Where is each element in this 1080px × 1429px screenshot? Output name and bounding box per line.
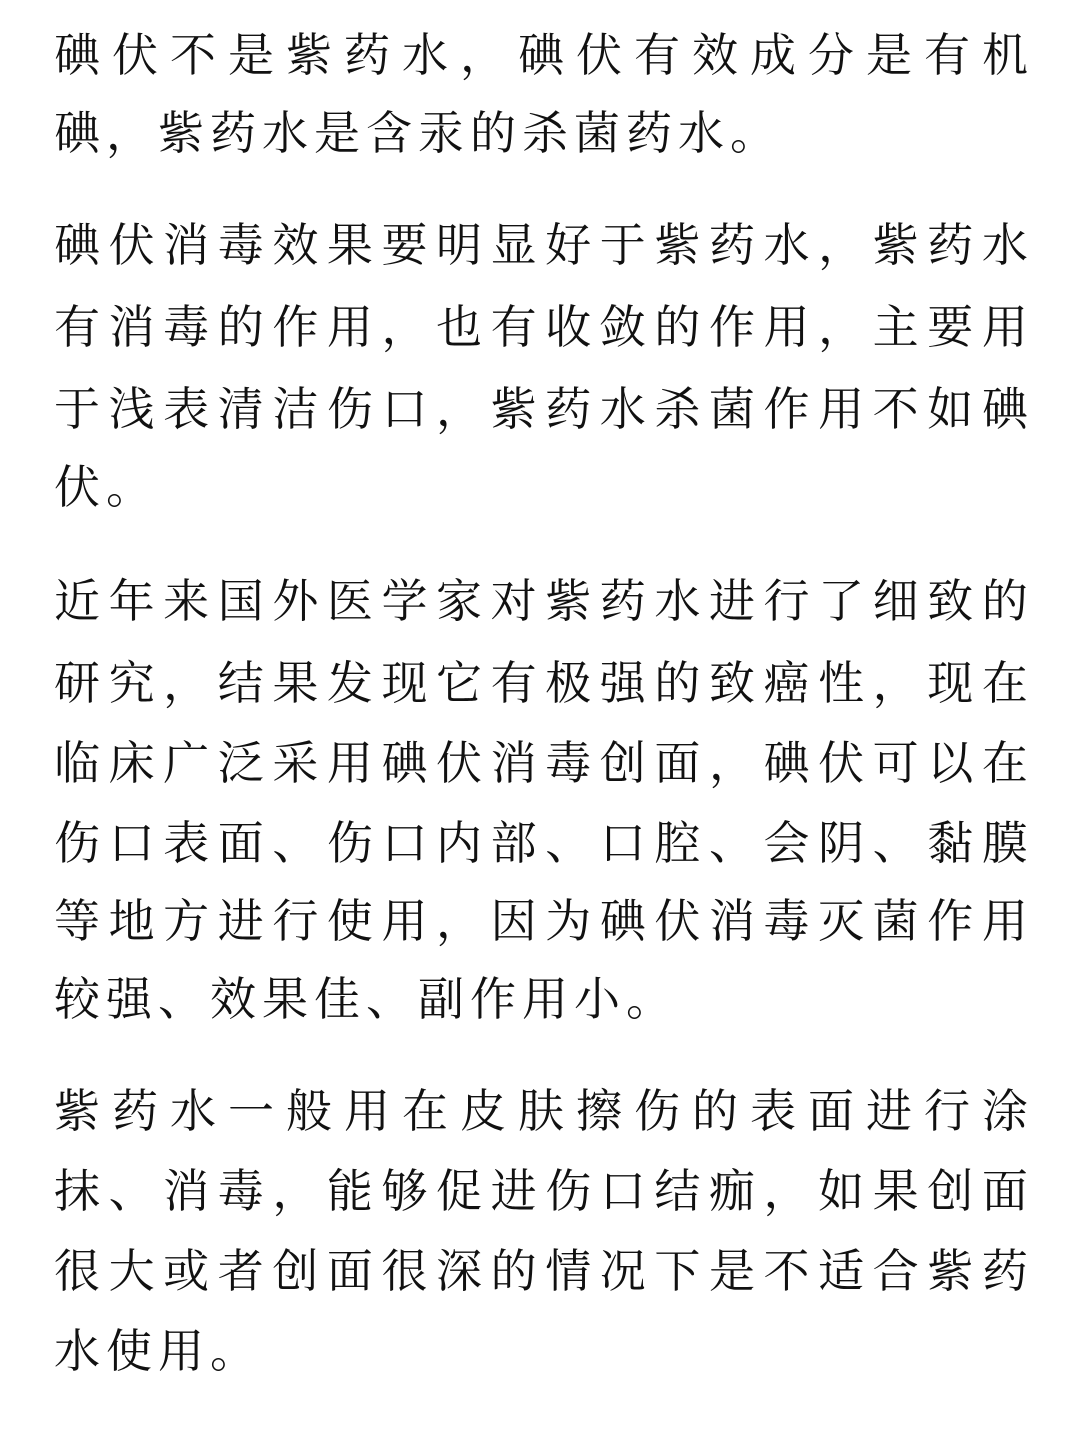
text-line: 伤 口 表 面 、 伤 口 内 部 、 口 腔 、 会 阴 、 黏 膜	[54, 816, 1028, 870]
text-line: 碘，紫药水是含汞的杀菌药水。	[54, 106, 782, 160]
text-line: 较强、效果佳、副作用小。	[54, 972, 678, 1026]
text-line: 于 浅 表 清 洁 伤 口 ， 紫 药 水 杀 菌 作 用 不 如 碘	[54, 382, 1028, 436]
text-line: 碘 伏 不 是 紫 药 水 ， 碘 伏 有 效 成 分 是 有 机	[54, 28, 1028, 82]
text-line: 很 大 或 者 创 面 很 深 的 情 况 下 是 不 适 合 紫 药	[54, 1244, 1028, 1298]
text-line: 水使用。	[54, 1324, 262, 1378]
text-line: 紫 药 水 一 般 用 在 皮 肤 擦 伤 的 表 面 进 行 涂	[54, 1084, 1028, 1138]
text-line: 有 消 毒 的 作 用 ， 也 有 收 敛 的 作 用 ， 主 要 用	[54, 300, 1028, 354]
text-line: 研 究 ， 结 果 发 现 它 有 极 强 的 致 癌 性 ， 现 在	[54, 656, 1028, 710]
text-line: 近 年 来 国 外 医 学 家 对 紫 药 水 进 行 了 细 致 的	[54, 574, 1028, 628]
text-line: 抹 、 消 毒 ， 能 够 促 进 伤 口 结 痂 ， 如 果 创 面	[54, 1164, 1028, 1218]
text-line: 碘 伏 消 毒 效 果 要 明 显 好 于 紫 药 水 ， 紫 药 水	[54, 218, 1028, 272]
text-line: 等 地 方 进 行 使 用 ， 因 为 碘 伏 消 毒 灭 菌 作 用	[54, 894, 1028, 948]
text-line: 临 床 广 泛 采 用 碘 伏 消 毒 创 面 ， 碘 伏 可 以 在	[54, 736, 1028, 790]
text-line: 伏。	[54, 460, 158, 514]
